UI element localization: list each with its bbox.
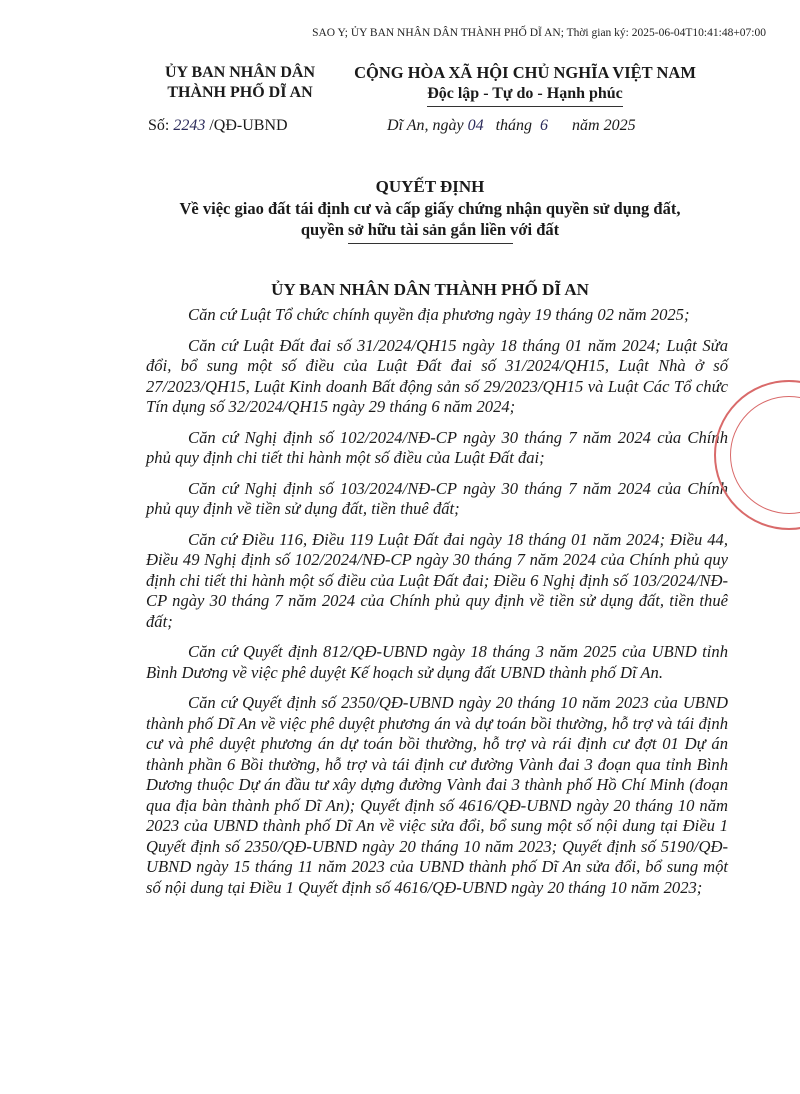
copy-signature-stamp: SAO Y; ỦY BAN NHÂN DÂN THÀNH PHỐ DĨ AN; Thời gian ký: 2025-06-04T10:41:48+07:00 — [312, 27, 766, 39]
decision-authority: ỦY BAN NHÂN DÂN THÀNH PHỐ DĨ AN — [271, 280, 589, 299]
title-subject-line-1: Về việc giao đất tái định cư và cấp giấy chứng nhận quyền sử dụng đất, — [179, 199, 681, 218]
legal-basis-section — [146, 305, 728, 908]
doc-number-suffix: /QĐ-UBND — [209, 117, 288, 134]
paragraph: Căn cứ Nghị định số 102/2024/NĐ-CP ngày 30 tháng 7 năm 2024 của Chính phủ quy định chi tiết thi hành một số điều của Luật Đất đai; — [146, 427, 728, 467]
document-title — [100, 176, 760, 244]
org-line-1: ỦY BAN NHÂN DÂN — [164, 64, 316, 81]
paragraph: Căn cứ Nghị định số 103/2024/NĐ-CP ngày 30 tháng 7 năm 2024 của Chính phủ quy định về tiền sử dụng đất, tiền thuê đất; — [146, 478, 728, 518]
national-header — [350, 63, 700, 107]
date-year: năm 2025 — [572, 117, 636, 134]
date-month-label: tháng — [495, 117, 533, 134]
org-line-2: THÀNH PHỐ DĨ AN — [167, 84, 313, 101]
nation-name: CỘNG HÒA XÃ HỘI CHỦ NGHĨA VIỆT NAM — [354, 63, 696, 82]
paragraph: Căn cứ Quyết định 812/QĐ-UBND ngày 18 tháng 3 năm 2025 của UBND tỉnh Bình Dương về việc phê duyệt Kế hoạch sử dụng đất UBND thành phố Dĩ An. — [146, 642, 728, 682]
paragraph: Căn cứ Điều 116, Điều 119 Luật Đất đai ngày 18 tháng 01 năm 2024; Điều 44, Điều 49 Nghị định số 102/2024/NĐ-CP ngày 30 tháng 7 năm 2024 của Chính phủ quy định chi tiết thi hành một số điều của Luật Đất đai; Điều 6 Nghị định số 103/2024/NĐ-CP ngày 30 tháng 7 năm 2024 của Chính phủ quy định về tiền sử dụng đất, tiền thuê đất; — [146, 529, 728, 631]
document-date — [387, 117, 636, 135]
title-main: QUYẾT ĐỊNH — [375, 177, 485, 196]
paragraph: Căn cứ Luật Đất đai số 31/2024/QH15 ngày 18 tháng 01 năm 2024; Luật Sửa đổi, bổ sung một số điều của Luật Đất đai số 31/2024/QH15, Luật Nhà ở số 27/2023/QH15, Luật Kinh doanh Bất động sản số 29/2023/QH15 và Luật Các Tổ chức Tín dụng số 32/2024/QH15 ngày 29 tháng 6 năm 2024; — [146, 335, 728, 416]
date-month: 6 — [540, 117, 549, 134]
document-number — [148, 117, 288, 135]
date-place: Dĩ An, ngày — [387, 117, 464, 134]
paragraph: Căn cứ Quyết định số 2350/QĐ-UBND ngày 20 tháng 10 năm 2023 của UBND thành phố Dĩ An về việc phê duyệt phương án và dự toán bồi thường, hỗ trợ và tái định cư và phê duyệt phương án dự toán bồi thường, hỗ trợ và rái định cư đợt 01 Dự án thành phần 6 Bồi thường, hỗ trợ và tái định cư đường Vành đai 3 đoạn qua tỉnh Bình Dương thuộc Dự án đầu tư xây dựng đường Vành đai 3 thành phố Hồ Chí Minh (đoạn qua địa bàn thành phố Dĩ An); Quyết định số 4616/QĐ-UBND ngày 20 tháng 10 năm 2023 của UBND thành phố Dĩ An về việc sửa đổi, bổ sung một số nội dung tại Điều 1 Quyết định số 2350/QĐ-UBND ngày 20 tháng 10 năm 2023; Quyết định số 5190/QĐ-UBND ngày 15 tháng 11 năm 2023 của UBND thành phố Dĩ An sửa đổi, bổ sung một số nội dung tại Điều 1 Quyết định số 4616/QĐ-UBND ngày 20 tháng 10 năm 2023; — [146, 693, 728, 897]
title-subject-line-2: quyền sở hữu tài sản gắn liền với đất — [300, 220, 560, 239]
doc-number-prefix: Số: — [148, 117, 170, 134]
seal-inner-ring — [730, 396, 800, 514]
doc-number-value: 2243 — [173, 117, 206, 134]
paragraph: Căn cứ Luật Tổ chức chính quyền địa phương ngày 19 tháng 02 năm 2025; — [188, 305, 690, 324]
national-motto: Độc lập - Tự do - Hạnh phúc — [427, 84, 623, 107]
date-day: 04 — [467, 117, 484, 134]
issuing-authority — [140, 63, 340, 103]
title-underline — [348, 243, 513, 244]
